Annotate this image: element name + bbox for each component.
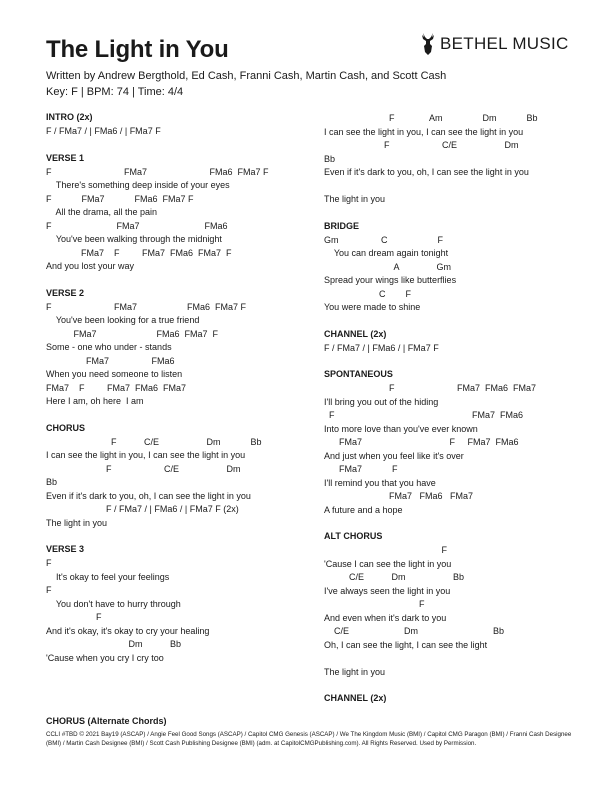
lyric-line: F FMa7 FMa6 FMa7 F bbox=[46, 193, 194, 204]
lyric-line: When you need someone to listen bbox=[46, 369, 183, 379]
lyric-line: There's something deep inside of your eyes bbox=[46, 180, 230, 190]
song-section bbox=[324, 693, 574, 704]
section-heading: VERSE 3 bbox=[46, 544, 85, 554]
lyric-line: You've been looking for a true friend bbox=[46, 315, 200, 325]
lyric-line: A Gm bbox=[324, 261, 452, 272]
left-column bbox=[46, 112, 296, 679]
lyric-line: And just when you feel like it's over bbox=[324, 450, 464, 461]
right-column bbox=[324, 112, 574, 718]
lyric-line: C F bbox=[324, 288, 412, 299]
lyric-line: F C/E Dm bbox=[46, 463, 241, 474]
lyric-line: I'll bring you out of the hiding bbox=[324, 396, 439, 407]
lyric-line: And it's okay, it's okay to cry your healing bbox=[46, 625, 210, 636]
song-section bbox=[46, 288, 296, 409]
lyric-line: Some - one who under - stands bbox=[46, 342, 172, 352]
lyric-line: Even if it's dark to you, oh, I can see the light in you bbox=[324, 167, 529, 177]
lyric-line: You don't have to hurry through bbox=[46, 598, 181, 609]
lyric-line: F bbox=[46, 585, 52, 595]
lyric-line: Bb bbox=[46, 477, 58, 487]
lyric-line: Into more love than you've ever known bbox=[324, 423, 478, 434]
lyric-line: Dm Bb bbox=[46, 639, 182, 649]
lyric-line: FMa7 F FMa7 FMa6 FMa7 F bbox=[46, 247, 232, 258]
ccli-copyright: CCLI #TBD © 2021 Bay19 (ASCAP) / Angie Feel Good Songs (ASCAP) / Capitol CMG Genesis (ASCAP) / We The Kingdom Music (BMI) / Capitol CMG Paragon (BMI) / Franni Cash Designee (BMI) / Martin Cash Designee (BMI) / Scott Cash Publishing Designee (BMI) (adm. at CapitolCMGPublishing.com). All Rights Reserved. Used by Permission. bbox=[46, 731, 572, 747]
lyric-line: The light in you bbox=[324, 666, 386, 677]
lyric-line: F FMa7 FMa6 bbox=[324, 410, 524, 420]
lyric-line: You've been walking through the midnight bbox=[46, 234, 222, 244]
lyric-line: FMa7 FMa6 bbox=[46, 355, 175, 366]
lyric-line: A future and a hope bbox=[324, 504, 403, 515]
lyric-line: And even when it's dark to you bbox=[324, 612, 447, 623]
song-section bbox=[324, 531, 574, 679]
section-heading: CHANNEL (2x) bbox=[324, 328, 387, 339]
lyric-line: F FMa7 FMa6 FMa7 F bbox=[46, 166, 269, 177]
song-section bbox=[324, 369, 574, 517]
song-title: The Light in You bbox=[46, 36, 229, 63]
song-section bbox=[46, 153, 296, 274]
lyric-line: The light in you bbox=[46, 517, 108, 528]
bethel-music-logo bbox=[420, 32, 569, 56]
lyric-line: F bbox=[324, 599, 425, 609]
brand-name: BETHEL MUSIC bbox=[440, 34, 569, 53]
section-heading: VERSE 1 bbox=[46, 152, 85, 163]
section-heading: CHORUS bbox=[46, 422, 86, 433]
lyric-line: I've always seen the light in you bbox=[324, 585, 451, 596]
lyric-line: F FMa7 FMa6 FMa7 bbox=[324, 383, 537, 393]
lyric-line: Even if it's dark to you, oh, I can see the light in you bbox=[46, 490, 251, 501]
lyric-line: Spread your wings like butterflies bbox=[324, 275, 457, 285]
lyric-line: F bbox=[324, 545, 448, 555]
section-heading: CHANNEL (2x) bbox=[324, 693, 387, 703]
lyric-line: I can see the light in you, I can see the light in you bbox=[46, 450, 246, 460]
song-section bbox=[46, 112, 296, 139]
lyric-line: F C/E Dm bbox=[324, 140, 519, 150]
song-section bbox=[46, 544, 296, 665]
song-meta: Key: F | BPM: 74 | Time: 4/4 bbox=[46, 86, 184, 98]
lyric-line: F Am Dm Bb bbox=[324, 113, 538, 123]
lyric-line: F / FMa7 / | FMa6 / | FMa7 F bbox=[324, 342, 439, 353]
deer-icon bbox=[420, 32, 436, 56]
lyric-line: Bb bbox=[324, 153, 336, 164]
section-heading: INTRO (2x) bbox=[46, 112, 93, 122]
lyric-line: FMa7 F FMa7 FMa6 bbox=[324, 437, 519, 447]
lyric-line: FMa7 F bbox=[324, 464, 398, 474]
lyric-line: F / FMa7 / | FMa6 / | FMa7 F bbox=[46, 126, 161, 136]
lyric-line: F bbox=[46, 558, 52, 568]
lyric-line bbox=[324, 180, 574, 194]
footer-section-heading: CHORUS (Alternate Chords) bbox=[46, 716, 167, 726]
lyric-line: F C/E Dm Bb bbox=[46, 436, 262, 447]
song-section bbox=[324, 221, 574, 315]
lyric-line bbox=[324, 652, 574, 666]
lyric-line: F / FMa7 / | FMa6 / | FMa7 F (2x) bbox=[46, 504, 239, 514]
lyric-line: It's okay to feel your feelings bbox=[46, 571, 170, 582]
lyric-line: FMa7 FMa6 FMa7 F bbox=[46, 328, 219, 339]
lyric-line: F FMa7 FMa6 FMa7 F bbox=[46, 301, 247, 312]
lyric-line: 'Cause when you cry I cry too bbox=[46, 652, 164, 663]
song-section bbox=[46, 423, 296, 531]
lyric-line: C/E Dm Bb bbox=[324, 626, 505, 636]
lyric-line: FMa7 F FMa7 FMa6 FMa7 bbox=[46, 382, 187, 393]
lyric-line: F FMa7 FMa6 bbox=[46, 220, 228, 231]
lyric-line: I can see the light in you, I can see the light in you bbox=[324, 126, 524, 137]
lyric-line: 'Cause I can see the light in you bbox=[324, 558, 452, 569]
songwriter-credits: Written by Andrew Bergthold, Ed Cash, Franni Cash, Martin Cash, and Scott Cash bbox=[46, 70, 447, 82]
lyric-line: And you lost your way bbox=[46, 261, 135, 271]
lyric-line: F bbox=[46, 612, 102, 622]
song-section bbox=[324, 112, 574, 207]
lyric-line: The light in you bbox=[324, 194, 386, 204]
lyric-line: You were made to shine bbox=[324, 302, 421, 312]
lyric-line: Here I am, oh here I am bbox=[46, 396, 144, 406]
section-heading: BRIDGE bbox=[324, 220, 360, 231]
lyric-line: I'll remind you that you have bbox=[324, 477, 436, 488]
lyric-line: FMa7 FMa6 FMa7 bbox=[324, 491, 474, 501]
lyric-line: Gm C F bbox=[324, 234, 444, 245]
lyric-line: You can dream again tonight bbox=[324, 248, 449, 258]
lyric-line: C/E Dm Bb bbox=[324, 572, 465, 582]
section-heading: VERSE 2 bbox=[46, 287, 85, 298]
section-heading: SPONTANEOUS bbox=[324, 369, 393, 379]
section-heading: ALT CHORUS bbox=[324, 531, 383, 541]
lyric-line: All the drama, all the pain bbox=[46, 207, 158, 217]
song-section bbox=[324, 329, 574, 356]
lyric-line: Oh, I can see the light, I can see the light bbox=[324, 639, 488, 650]
